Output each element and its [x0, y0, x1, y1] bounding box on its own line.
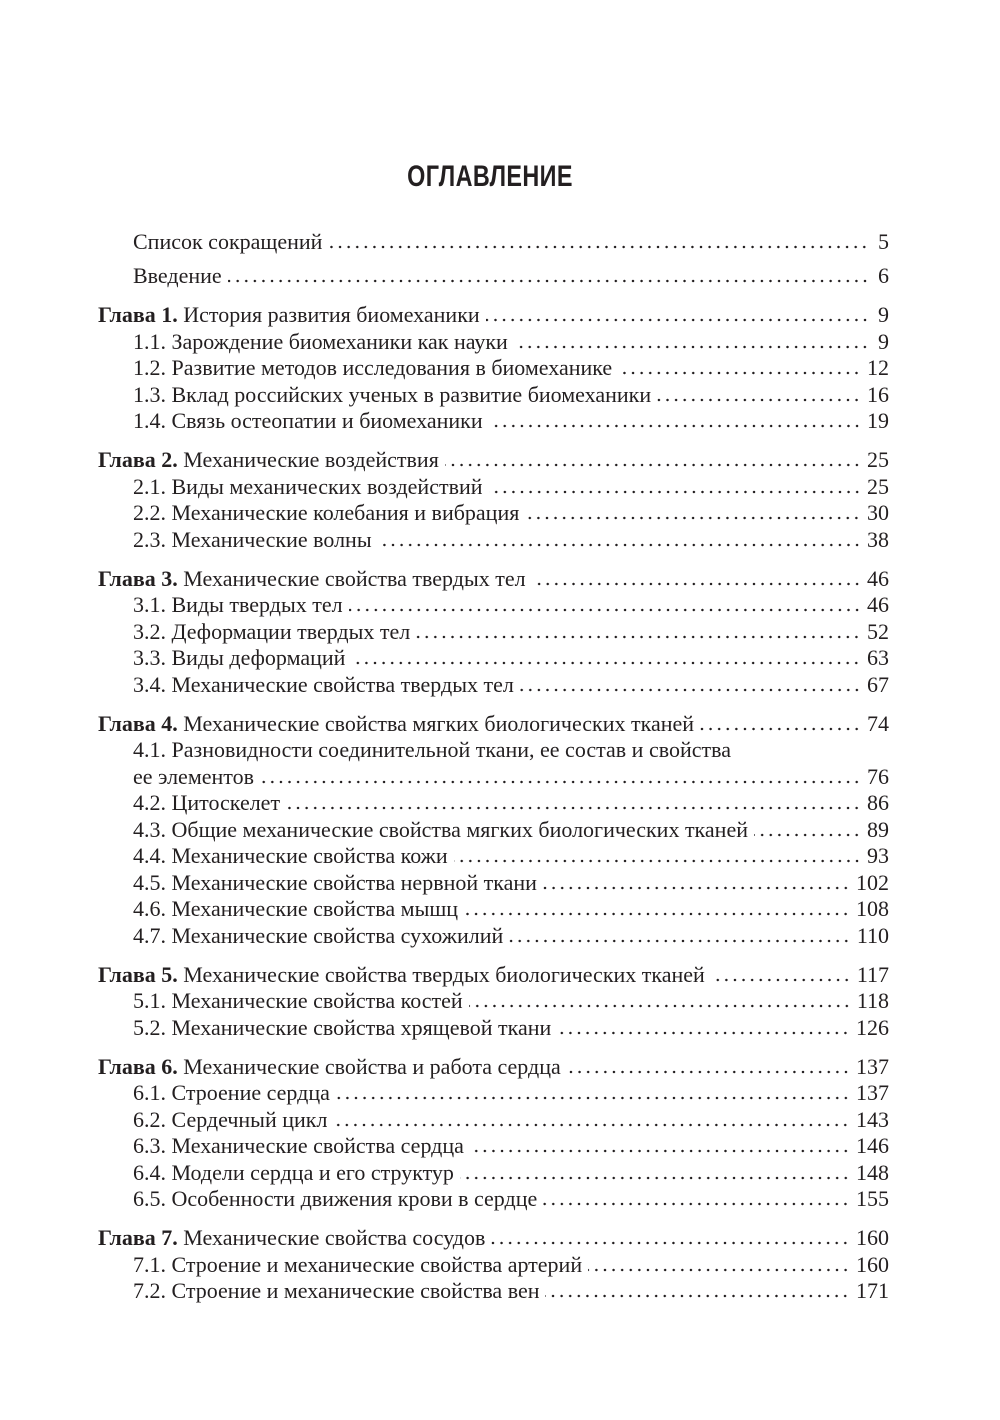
toc-subsection-entry[interactable]	[98, 408, 889, 435]
table-of-contents	[98, 229, 889, 1317]
page-number: 19	[867, 408, 889, 433]
chapter-number: Глава 5.	[98, 961, 178, 987]
entry-label: Список сокращений	[133, 229, 323, 254]
dot-leader	[618, 371, 861, 375]
toc-subsection-entry[interactable]	[98, 817, 889, 844]
section-title: 2.2. Механические колебания и вибрация	[133, 500, 520, 525]
dot-leader	[286, 806, 861, 810]
dot-leader	[454, 859, 861, 863]
chapter-title: Механические свойства сосудов	[183, 1225, 486, 1250]
page-number: 171	[856, 1278, 889, 1303]
toc-subsection-entry[interactable]	[98, 672, 889, 699]
toc-chapter-group	[98, 1225, 889, 1305]
section-title: 4.1. Разновидности соединительной ткани, ее состав и свойства	[133, 737, 731, 762]
dot-leader	[711, 978, 851, 982]
entry-label: Введение	[133, 263, 222, 288]
chapter-title: История развития биомеханики	[183, 302, 480, 327]
toc-entry[interactable]	[98, 711, 889, 738]
dot-leader	[328, 245, 869, 249]
toc-subsection-entry[interactable]	[98, 592, 889, 619]
section-title: 4.7. Механические свойства сухожилий	[133, 922, 504, 948]
chapter-number: Глава 1.	[98, 302, 178, 327]
page-number: 117	[856, 961, 889, 987]
toc-subsection-entry[interactable]	[98, 1133, 889, 1160]
dot-leader	[349, 608, 861, 612]
section-title: 1.1. Зарождение биомеханики как науки	[133, 328, 508, 354]
page-number: 25	[867, 473, 889, 499]
chapter-number: Глава 6.	[98, 1053, 178, 1079]
page-number: 12	[867, 355, 889, 380]
toc-entry[interactable]	[98, 566, 889, 593]
chapter-title: Механические свойства мягких биологических тканей	[183, 710, 695, 736]
page-number: 146	[856, 1133, 889, 1158]
dot-leader	[567, 1070, 850, 1074]
page-number: 30	[867, 500, 889, 525]
page-number: 137	[856, 1053, 889, 1079]
toc-chapter-group	[98, 711, 889, 950]
page-number: 108	[856, 896, 889, 921]
section-title: 3.3. Виды деформаций	[133, 645, 346, 670]
toc-subsection-entry[interactable]	[98, 645, 889, 672]
dot-leader	[416, 635, 861, 639]
page-title: ОГЛАВЛЕНИЕ	[407, 160, 573, 193]
toc-chapter-group	[98, 302, 889, 435]
page-number: 63	[867, 645, 889, 670]
section-title: 6.2. Сердечный цикл	[133, 1106, 328, 1132]
dot-leader	[489, 490, 861, 494]
section-title: 2.1. Виды механических воздействий	[133, 473, 483, 499]
section-title: 4.4. Механические свойства кожи	[133, 843, 448, 868]
dot-leader	[489, 424, 861, 428]
toc-subsection-entry[interactable]	[98, 527, 889, 554]
chapter-number: Глава 7.	[98, 1225, 178, 1250]
toc-subsection-entry[interactable]	[98, 1107, 889, 1134]
page-number: 67	[867, 671, 889, 697]
toc-subsection-entry[interactable]	[98, 263, 889, 290]
page-number: 74	[867, 710, 889, 736]
page-number: 102	[856, 869, 889, 895]
toc-subsection-entry[interactable]	[98, 896, 889, 923]
dot-leader	[657, 398, 861, 402]
dot-leader	[260, 780, 861, 784]
toc-subsection-entry[interactable]	[98, 843, 889, 870]
chapter-number: Глава 3.	[98, 565, 178, 591]
section-title: 4.3. Общие механические свойства мягких биологических тканей	[133, 816, 748, 842]
toc-chapter-group	[98, 447, 889, 553]
page-number: 110	[856, 922, 889, 948]
toc-subsection-entry[interactable]	[98, 790, 889, 817]
page-number: 16	[867, 381, 889, 407]
dot-leader	[700, 727, 861, 731]
page-number: 143	[856, 1106, 889, 1132]
dot-leader	[543, 1202, 850, 1206]
page-number: 5	[878, 229, 889, 254]
section-title: 1.4. Связь остеопатии и биомеханики	[133, 408, 483, 433]
dot-leader	[228, 279, 869, 283]
dot-leader	[545, 1294, 850, 1298]
dot-leader	[464, 912, 850, 916]
toc-subsection-entry[interactable]	[98, 1015, 889, 1042]
dot-leader	[469, 1004, 851, 1008]
page-number: 148	[856, 1159, 889, 1185]
toc-intro-group	[98, 229, 889, 290]
section-title: 6.3. Механические свойства сердца	[133, 1133, 464, 1158]
page-number: 137	[856, 1080, 889, 1105]
dot-leader	[470, 1149, 850, 1153]
toc-subsection-entry[interactable]	[98, 1186, 889, 1213]
dot-leader	[336, 1096, 850, 1100]
toc-chapter-group	[98, 962, 889, 1042]
page-number: 52	[867, 618, 889, 644]
toc-entry[interactable]	[98, 302, 889, 329]
dot-leader	[378, 543, 861, 547]
page-number: 126	[856, 1014, 889, 1040]
toc-subsection-entry[interactable]	[98, 1080, 889, 1107]
section-title: 2.3. Механические волны	[133, 526, 372, 552]
toc-subsection-entry[interactable]	[98, 737, 889, 764]
toc-subsection-entry[interactable]	[98, 500, 889, 527]
section-title: 4.6. Механические свойства мышц	[133, 896, 459, 921]
section-title: 3.4. Механические свойства твердых тел	[133, 671, 514, 697]
toc-subsection-entry[interactable]	[98, 474, 889, 501]
section-title: 7.2. Строение и механические свойства вен	[133, 1278, 540, 1303]
section-title: 7.1. Строение и механические свойства артерий	[133, 1251, 583, 1277]
dot-leader	[333, 1123, 850, 1127]
toc-subsection-entry[interactable]	[98, 870, 889, 897]
page-number: 155	[856, 1186, 889, 1211]
dot-leader	[486, 318, 869, 322]
page-number: 9	[878, 328, 889, 354]
section-title: 6.5. Особенности движения крови в сердце	[133, 1186, 538, 1211]
dot-leader	[351, 661, 861, 665]
page-number: 38	[867, 526, 889, 552]
dot-leader	[532, 582, 861, 586]
section-title: 3.1. Виды твердых тел	[133, 592, 343, 617]
page-number: 160	[856, 1225, 889, 1250]
toc-entry[interactable]	[98, 1054, 889, 1081]
toc-subsection-entry[interactable]	[98, 329, 889, 356]
chapter-title: Механические свойства твердых тел	[183, 565, 526, 591]
page-number: 46	[867, 565, 889, 591]
section-title-continuation: ее элементов	[133, 763, 254, 789]
dot-leader	[445, 463, 861, 467]
page-number: 89	[867, 816, 889, 842]
page-number: 9	[878, 302, 889, 327]
toc-chapter-group	[98, 1054, 889, 1213]
dot-leader	[509, 939, 851, 943]
toc-entry[interactable]	[98, 962, 889, 989]
page-number: 46	[867, 592, 889, 617]
toc-subsection-entry[interactable]	[98, 619, 889, 646]
toc-subsection-entry[interactable]	[98, 988, 889, 1015]
toc-subsection-entry[interactable]	[98, 1278, 889, 1305]
dot-leader	[557, 1031, 850, 1035]
dot-leader	[491, 1241, 850, 1245]
toc-subsection-entry[interactable]	[98, 764, 889, 791]
page-number: 160	[856, 1251, 889, 1277]
dot-leader	[514, 345, 869, 349]
toc-subsection-entry[interactable]	[98, 382, 889, 409]
toc-subsection-entry[interactable]	[98, 1252, 889, 1279]
toc-chapter-group	[98, 566, 889, 699]
chapter-number: Глава 2.	[98, 447, 178, 472]
section-title: 6.4. Модели сердца и его структур	[133, 1159, 454, 1185]
toc-subsection-entry[interactable]	[98, 923, 889, 950]
page-number: 118	[856, 988, 889, 1013]
section-title: 1.3. Вклад российских ученых в развитие биомеханики	[133, 381, 652, 407]
dot-leader	[588, 1268, 850, 1272]
section-title: 4.5. Механические свойства нервной ткани	[133, 869, 537, 895]
toc-entry[interactable]	[98, 1225, 889, 1252]
section-title: 4.2. Цитоскелет	[133, 790, 281, 815]
page-number: 76	[867, 763, 889, 789]
dot-leader	[520, 688, 861, 692]
chapter-title: Механические свойства и работа сердца	[183, 1053, 561, 1079]
toc-entry[interactable]	[98, 447, 889, 474]
dot-leader	[460, 1176, 850, 1180]
page-number: 25	[867, 447, 889, 472]
section-title: 5.1. Механические свойства костей	[133, 988, 463, 1013]
toc-subsection-entry[interactable]	[98, 229, 889, 256]
chapter-title: Механические воздействия	[183, 447, 439, 472]
section-title: 5.2. Механические свойства хрящевой ткани	[133, 1014, 552, 1040]
toc-subsection-entry[interactable]	[98, 355, 889, 382]
section-title: 1.2. Развитие методов исследования в биомеханике	[133, 355, 613, 380]
page-number: 6	[878, 263, 889, 288]
page-number: 93	[867, 843, 889, 868]
chapter-title: Механические свойства твердых биологических тканей	[183, 961, 705, 987]
dot-leader	[525, 516, 861, 520]
section-title: 6.1. Строение сердца	[133, 1080, 330, 1105]
section-title: 3.2. Деформации твердых тел	[133, 618, 411, 644]
toc-subsection-entry[interactable]	[98, 1160, 889, 1187]
dot-leader	[543, 886, 850, 890]
chapter-number: Глава 4.	[98, 710, 178, 736]
dot-leader	[754, 833, 861, 837]
page-number: 86	[867, 790, 889, 815]
